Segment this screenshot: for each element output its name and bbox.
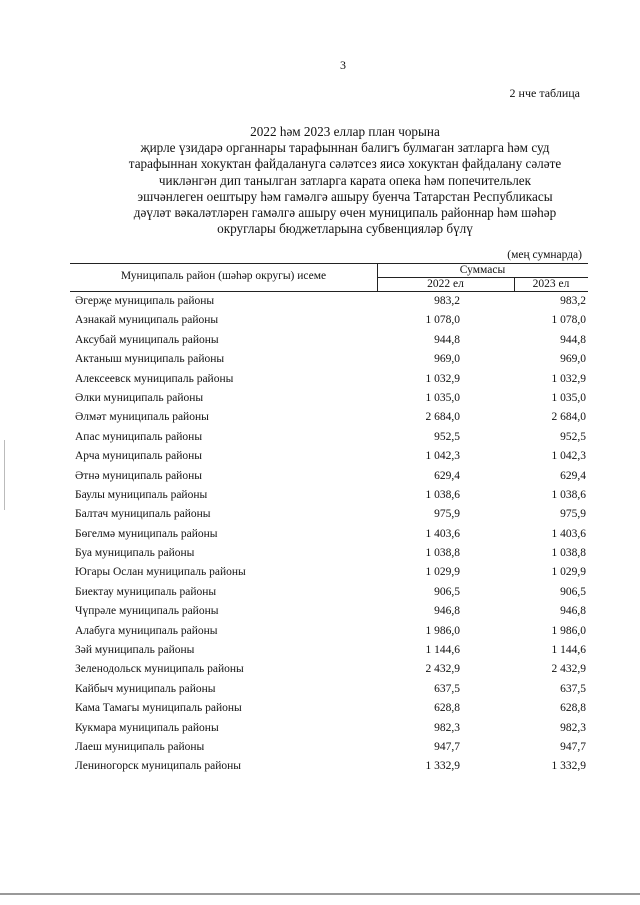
document-title xyxy=(95,124,595,237)
table-row xyxy=(70,486,588,505)
row-value-2023: 629,4 xyxy=(560,469,586,482)
table-row xyxy=(70,544,588,563)
row-value-2023: 2 684,0 xyxy=(551,411,586,424)
row-name: Югары Ослан муниципаль районы xyxy=(75,566,246,579)
page-number: 3 xyxy=(340,58,346,72)
scan-bottom-edge xyxy=(0,893,640,895)
title-line: дәүләт вәкаләтләрен гамәлгә ашыру өчен муниципаль районнар һәм шәһәр xyxy=(133,205,557,221)
row-name: Кукмара муниципаль районы xyxy=(75,721,219,734)
row-value-2022: 628,8 xyxy=(434,702,460,715)
row-value-2023: 2 432,9 xyxy=(551,663,586,676)
title-line: җирле үзидарә органнары тарафыннан балигъ булмаган затларга һәм суд xyxy=(140,140,550,156)
row-value-2023: 1 029,9 xyxy=(551,566,586,579)
table-row xyxy=(70,641,588,660)
row-value-2023: 946,8 xyxy=(560,605,586,618)
row-value-2023: 906,5 xyxy=(560,585,586,598)
row-name: Бөгелмә муниципаль районы xyxy=(75,527,218,540)
row-value-2023: 969,0 xyxy=(560,353,586,366)
row-value-2022: 906,5 xyxy=(434,585,460,598)
row-name: Лениногорск муниципаль районы xyxy=(75,760,242,773)
row-value-2023: 1 042,3 xyxy=(551,450,586,463)
row-name: Алабуга муниципаль районы xyxy=(75,624,218,637)
row-name: Актаныш муниципаль районы xyxy=(75,353,225,366)
table-row xyxy=(70,660,588,679)
table-row xyxy=(70,505,588,524)
title-line: 2022 һәм 2023 еллар план чорына xyxy=(250,124,440,139)
row-value-2022: 2 684,0 xyxy=(425,411,460,424)
table-row xyxy=(70,719,588,738)
row-name: Буа муниципаль районы xyxy=(75,547,195,560)
table-row xyxy=(70,622,588,641)
table-row xyxy=(70,408,588,427)
row-name: Кама Тамагы муниципаль районы xyxy=(75,702,242,715)
row-name: Зәй муниципаль районы xyxy=(75,644,195,657)
row-name: Алексеевск муниципаль районы xyxy=(75,372,234,385)
row-value-2023: 1 332,9 xyxy=(551,760,586,773)
row-value-2023: 952,5 xyxy=(560,430,586,443)
table-row xyxy=(70,331,588,350)
row-value-2022: 952,5 xyxy=(434,430,460,443)
row-value-2023: 975,9 xyxy=(560,508,586,521)
row-value-2023: 1 038,8 xyxy=(551,547,586,560)
row-name: Кайбыч муниципаль районы xyxy=(75,682,216,695)
row-name: Әлки муниципаль районы xyxy=(75,391,204,404)
table-row xyxy=(70,311,588,330)
row-value-2022: 1 029,9 xyxy=(425,566,460,579)
row-value-2022: 946,8 xyxy=(434,605,460,618)
row-value-2022: 1 332,9 xyxy=(425,760,460,773)
table-row xyxy=(70,292,588,311)
table-row xyxy=(70,370,588,389)
row-value-2022: 629,4 xyxy=(434,469,460,482)
row-name: Азнакай муниципаль районы xyxy=(75,314,219,327)
row-value-2023: 637,5 xyxy=(560,682,586,695)
row-name: Әлмәт муниципаль районы xyxy=(75,411,209,424)
row-value-2023: 1 986,0 xyxy=(551,624,586,637)
table-body xyxy=(70,292,588,777)
row-name: Балтач муниципаль районы xyxy=(75,508,211,521)
row-name: Зеленодольск муниципаль районы xyxy=(75,663,244,676)
row-name: Арча муниципаль районы xyxy=(75,450,203,463)
row-value-2022: 637,5 xyxy=(434,682,460,695)
header-year-2023: 2023 ел xyxy=(532,278,570,290)
table-row xyxy=(70,525,588,544)
row-value-2022: 982,3 xyxy=(434,721,460,734)
title-line: тарафыннан хокуктан файдалануга сәләтсез яисә хокуктан файдалану сәләте xyxy=(128,156,562,172)
table-row xyxy=(70,428,588,447)
row-value-2022: 969,0 xyxy=(434,353,460,366)
row-value-2022: 1 986,0 xyxy=(425,624,460,637)
row-value-2022: 944,8 xyxy=(434,333,460,346)
table-row xyxy=(70,738,588,757)
units-note: (мең сумнарда) xyxy=(507,249,582,261)
table-header xyxy=(70,263,588,292)
row-value-2023: 944,8 xyxy=(560,333,586,346)
row-name: Әгерҗе муниципаль районы xyxy=(75,295,215,307)
row-name: Аксубай муниципаль районы xyxy=(75,333,219,346)
row-value-2022: 947,7 xyxy=(434,740,460,753)
title-line: округлары бюджетларына субвенцияләр бүлү xyxy=(217,221,473,237)
table-row xyxy=(70,467,588,486)
table-row xyxy=(70,447,588,466)
table-row xyxy=(70,389,588,408)
row-value-2022: 975,9 xyxy=(434,508,460,521)
row-name: Лаеш муниципаль районы xyxy=(75,740,205,753)
header-sum: Суммасы xyxy=(459,264,506,276)
row-value-2022: 983,2 xyxy=(434,295,460,307)
title-line: чикләнгән дип танылган затларга карата опека һәм попечительлек xyxy=(158,172,532,188)
subsidy-table xyxy=(70,263,588,777)
row-name: Баулы муниципаль районы xyxy=(75,488,208,501)
row-name: Әтнә муниципаль районы xyxy=(75,469,202,482)
scan-margin-mark xyxy=(4,440,5,510)
table-row xyxy=(70,602,588,621)
table-row xyxy=(70,680,588,699)
row-value-2023: 1 078,0 xyxy=(551,314,586,327)
row-value-2023: 1 032,9 xyxy=(551,372,586,385)
row-value-2022: 1 032,9 xyxy=(425,372,460,385)
header-name: Муниципаль район (шәһәр округы) исеме xyxy=(120,270,327,282)
row-value-2022: 2 432,9 xyxy=(425,663,460,676)
row-name: Биектау муниципаль районы xyxy=(75,585,217,598)
row-value-2022: 1 403,6 xyxy=(425,527,460,540)
row-value-2023: 1 403,6 xyxy=(551,527,586,540)
row-value-2022: 1 078,0 xyxy=(425,314,460,327)
row-value-2022: 1 144,6 xyxy=(425,644,460,657)
table-row xyxy=(70,699,588,718)
row-name: Чүпрәле муниципаль районы xyxy=(75,605,219,618)
row-value-2022: 1 042,3 xyxy=(425,450,460,463)
row-value-2023: 1 144,6 xyxy=(551,644,586,657)
row-name: Апас муниципаль районы xyxy=(75,430,203,443)
row-value-2023: 628,8 xyxy=(560,702,586,715)
row-value-2022: 1 035,0 xyxy=(425,391,460,404)
header-year-2022: 2022 ел xyxy=(427,278,464,290)
row-value-2022: 1 038,8 xyxy=(425,547,460,560)
row-value-2023: 983,2 xyxy=(560,295,586,307)
row-value-2023: 1 038,6 xyxy=(551,488,586,501)
table-row xyxy=(70,757,588,776)
table-row xyxy=(70,583,588,602)
table-row xyxy=(70,350,588,369)
row-value-2023: 1 035,0 xyxy=(551,391,586,404)
row-value-2023: 982,3 xyxy=(560,721,586,734)
table-label: 2 нче таблица xyxy=(509,86,580,100)
table-row xyxy=(70,563,588,582)
title-line: эшчәнлеген оештыру һәм гамәлгә ашыру буенча Татарстан Республикасы xyxy=(137,188,553,204)
row-value-2022: 1 038,6 xyxy=(425,488,460,501)
row-value-2023: 947,7 xyxy=(560,740,586,753)
